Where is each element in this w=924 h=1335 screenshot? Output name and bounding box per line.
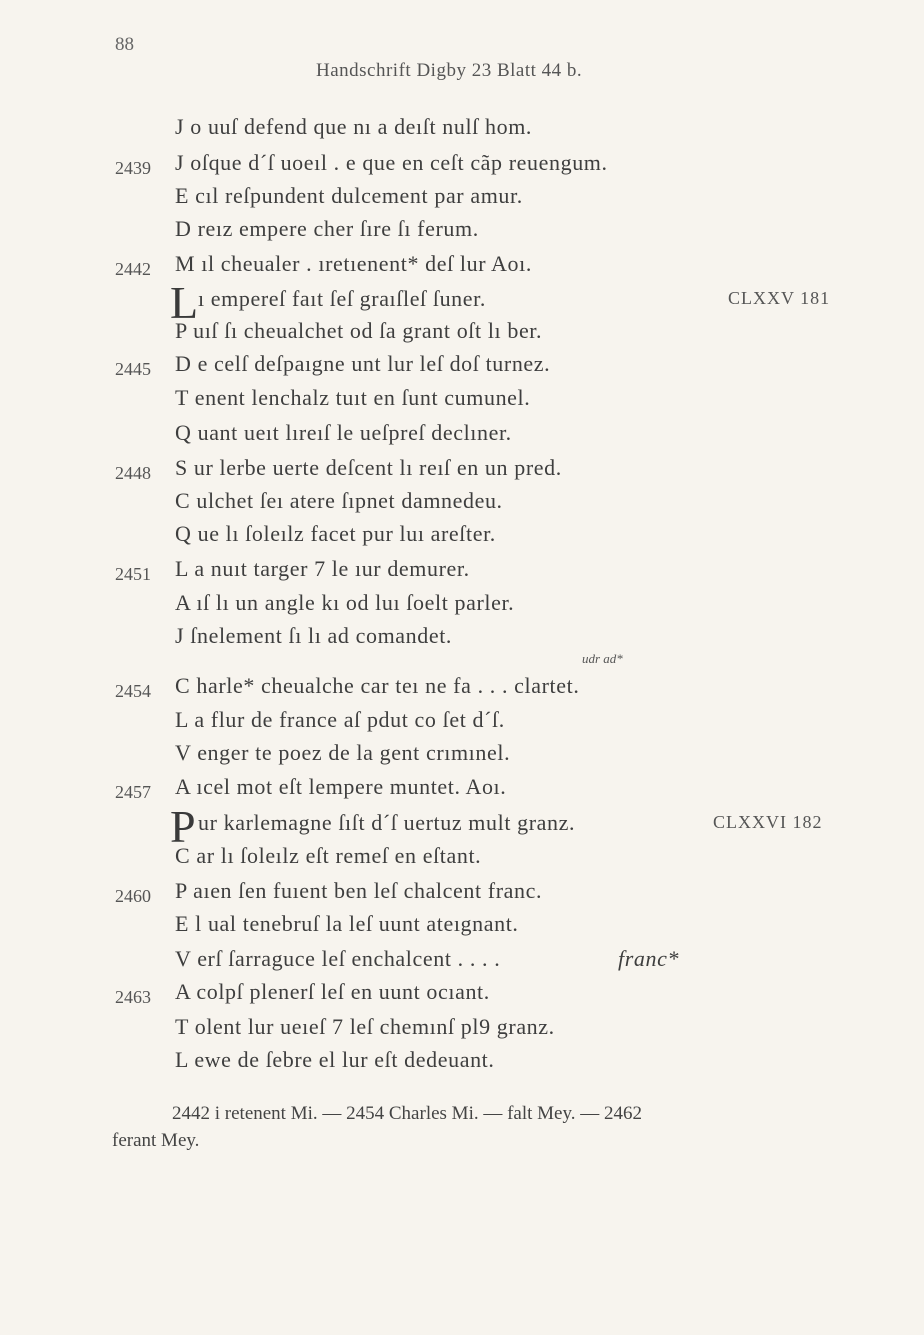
verse-line [0,878,924,912]
verse-line [0,1014,924,1048]
verse-line [0,420,924,454]
verse-text: ı empereſ faıt ſeſ graıſleſ ſuner. [198,286,486,311]
verse-line [0,277,924,328]
verse-text: C harle* cheualche car teı ne fa . . . clartet. [175,673,580,698]
verse-line [0,1047,924,1081]
line-number: 2448 [115,463,151,483]
verse-line [0,251,924,285]
verse-text: V erſ ſarraguce leſ enchalcent . . . . [175,946,501,971]
verse-line [0,946,924,980]
verse-text: J o uuſ defend que nı a deıſt nulſ hom. [175,114,533,139]
margin-note: franc* [618,946,680,971]
verse-text: T olent lur ueıeſ 7 leſ chemınſ pl9 granz. [175,1014,555,1039]
verse-text: A ıſ lı un angle kı od luı ſoelt parler. [175,590,515,615]
verse-text: L a flur de france aſ pdut co ſet d´ſ. [175,707,505,732]
section-number: CLXXVI 182 [713,812,823,832]
line-number: 2442 [115,259,151,279]
verse-line [0,385,924,419]
verse-line [0,455,924,489]
verse-line [0,979,924,1013]
verse-text: M ıl cheualer . ıretıenent* deſ lur Aoı. [175,251,532,276]
verse-line [0,707,924,741]
verse-text: C ulchet ſeı atere ſıpnet damnedeu. [175,488,503,513]
verse-text: P aıen ſen fuıent ben leſ chalcent franc. [175,878,543,903]
verse-text: E cıl reſpundent dulcement par amur. [175,183,523,208]
verse-line [0,351,924,385]
line-number: 2454 [115,681,151,701]
verse-text: D e celſ deſpaıgne unt lur leſ doſ turnez. [175,351,551,376]
line-number: 2445 [115,359,151,379]
section-number: CLXXV 181 [728,288,831,308]
verse-line [0,556,924,590]
verse-text: A colpſ plenerſ leſ en uunt ocıant. [175,979,490,1004]
verse-text: J ſnelement ſı lı ad comandet. [175,623,453,648]
verse-text: A ıcel mot eſt lempere muntet. Aoı. [175,774,507,799]
verse-text: S ur lerbe uerte deſcent lı reıſ en un pred. [175,455,562,480]
line-number: 2460 [115,886,151,906]
line-number: 2463 [115,987,151,1007]
footnote-line: ferant Mey. [112,1130,200,1151]
verse-line [0,740,924,774]
line-number: 2457 [115,782,151,802]
footnote-line: 2442 i retenent Mi. — 2454 Charles Mi. — falt Mey. — 2462 [172,1103,643,1124]
verse-text: V enger te poez de la gent crımınel. [175,740,511,765]
verse-line [0,774,924,808]
verse-text: L a nuıt targer 7 le ıur demurer. [175,556,470,581]
decorated-initial: L [170,277,199,328]
footnotes [112,1100,862,1154]
page-number: 88 [115,34,134,55]
verse-line [0,216,924,250]
interlinear-note: udr ad* [582,651,623,666]
verse-line [0,843,924,877]
verse-line [0,911,924,945]
verse-line [0,521,924,555]
decorated-initial: P [170,801,196,852]
verse-text: L ewe de ſebre el lur eſt dedeuant. [175,1047,495,1072]
verse-line [0,183,924,217]
verse-line [0,651,924,707]
verse-text: P uıſ ſı cheualchet od ſa grant oſt lı ber. [175,318,543,343]
verse-text: E l ual tenebruſ la leſ uunt ateıgnant. [175,911,519,936]
line-number: 2451 [115,564,151,584]
verse-line [0,801,924,852]
verse-text: C ar lı ſoleılz eſt remeſ en eſtant. [175,843,482,868]
verse-line [0,488,924,522]
verse-line [0,150,924,184]
verse-text: J oſque d´ſ uoeıl . e que en ceſt cãp reuengum. [175,150,608,175]
verse-text: T enent lenchalz tuıt en ſunt cumunel. [175,385,531,410]
verse-line [0,623,924,657]
verse-line [0,590,924,624]
verse-line [0,318,924,352]
running-head: Handschrift Digby 23 Blatt 44 b. [316,60,583,81]
verse-text: Q uant ueıt lıreıſ le ueſpreſ declıner. [175,420,512,445]
verse-text: D reız empere cher ſıre ſı ferum. [175,216,479,241]
verse-line [0,114,924,148]
verse-text: ur karlemagne ſıſt d´ſ uertuz mult granz. [198,810,576,835]
verse-text: Q ue lı ſoleılz facet pur luı areſter. [175,521,496,546]
line-number: 2439 [115,158,151,178]
